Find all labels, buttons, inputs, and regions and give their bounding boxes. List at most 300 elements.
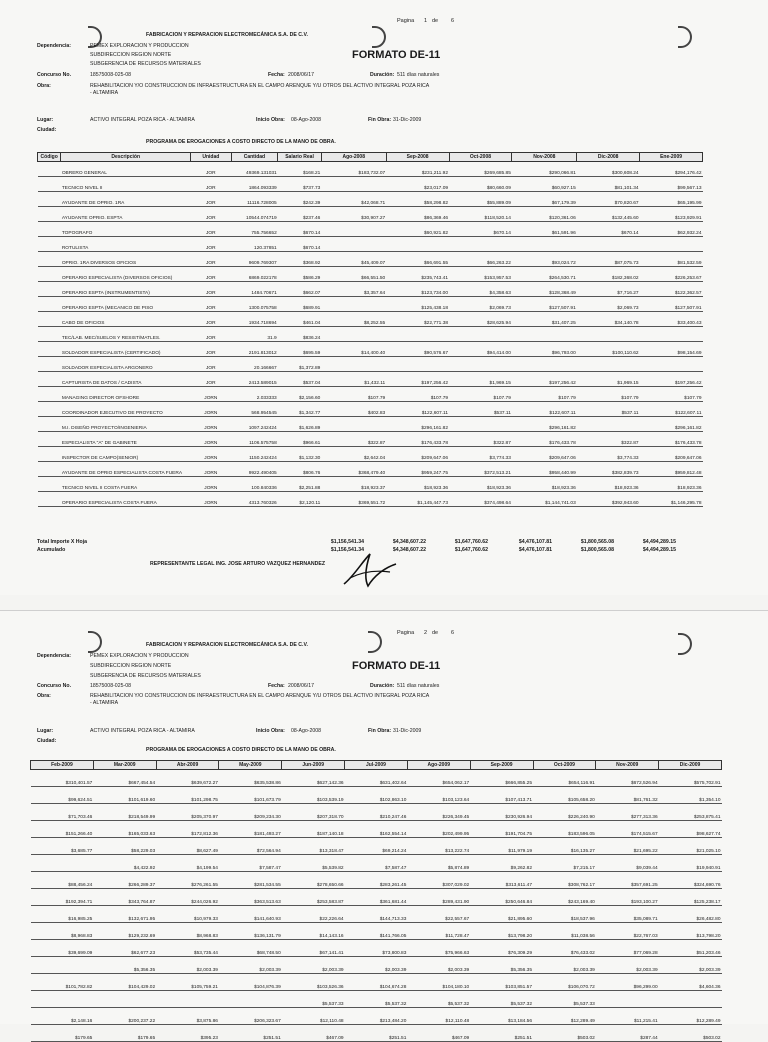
table-cell: 1934.718694 xyxy=(231,312,278,327)
table-cell: $586.29 xyxy=(278,267,322,282)
table-cell: $2,003.39 xyxy=(282,957,345,974)
column-header: Descripción xyxy=(61,153,191,162)
table-cell: $5,356.35 xyxy=(470,957,533,974)
table-cell: $235,743.41 xyxy=(386,267,449,282)
program-title: PROGRAMA DE EROGACIONES A COSTO DIRECTO DE LA MANO DE OBRA. xyxy=(146,747,336,753)
table-cell: $5,537.33 xyxy=(533,991,596,1008)
table-cell xyxy=(512,237,577,252)
table-cell: $2,642.04 xyxy=(321,447,386,462)
table-cell: $627,142.36 xyxy=(282,770,345,787)
table-cell: 1864.093339 xyxy=(231,177,278,192)
table-cell: $69,214.24 xyxy=(345,838,408,855)
table-cell: $296,161.82 xyxy=(386,417,449,432)
table-cell: $503.02 xyxy=(659,1025,722,1042)
table-cell: OPERARIO ESPTA (MECANICO DE PISO xyxy=(61,297,191,312)
table-cell xyxy=(38,432,61,447)
table-cell: $11,215.41 xyxy=(596,1008,659,1025)
table-cell xyxy=(449,357,512,372)
table-cell: $77,069.28 xyxy=(596,940,659,957)
table-row xyxy=(31,940,722,957)
table-cell: $35,089.71 xyxy=(596,906,659,923)
totals-value: $1,800,565.08 xyxy=(580,547,614,553)
table-cell: JOR xyxy=(191,237,232,252)
table-cell: JOR xyxy=(191,252,232,267)
fecha-value: 2008/06/17 xyxy=(288,72,314,78)
form-title: FORMATO DE-11 xyxy=(352,660,441,672)
column-header: Ene-2009 xyxy=(640,153,703,162)
table-cell xyxy=(321,327,386,342)
table-cell: $3,357.64 xyxy=(321,282,386,297)
table-cell: $251.51 xyxy=(345,1025,408,1042)
table-cell xyxy=(640,357,703,372)
table-cell: $81,532.59 xyxy=(640,252,703,267)
page-number: 1 xyxy=(424,18,428,24)
table-cell xyxy=(38,477,61,492)
table-cell: $357,691.25 xyxy=(596,872,659,889)
table-cell: $81,101.34 xyxy=(577,177,640,192)
table-cell: $308,762.17 xyxy=(533,872,596,889)
table-cell: $2,148.16 xyxy=(31,1008,94,1025)
table-row xyxy=(38,342,703,357)
table-cell: $300,608.24 xyxy=(577,162,640,177)
table-cell xyxy=(577,357,640,372)
table-cell xyxy=(38,192,61,207)
table-cell: $120,361.06 xyxy=(512,207,577,222)
table-row xyxy=(38,297,703,312)
totals-value: $1,800,565.08 xyxy=(580,539,614,545)
table-cell: CAPTURISTA DE DATOS / CADISTA xyxy=(61,372,191,387)
table-cell: JOR xyxy=(191,162,232,177)
table-cell: JOR xyxy=(191,357,232,372)
table-cell: OPERARIO ESPECIALISTA COSTA FUERA xyxy=(61,492,191,507)
table-cell: $2,003.39 xyxy=(345,957,408,974)
table-cell: $662.07 xyxy=(278,282,322,297)
table-cell: $9,039.44 xyxy=(596,855,659,872)
table-cell: $9,262.82 xyxy=(470,855,533,872)
table-cell: $125,438.18 xyxy=(386,297,449,312)
table-cell: $70,820.67 xyxy=(577,192,640,207)
table-cell: $107.79 xyxy=(577,387,640,402)
table-cell xyxy=(38,207,61,222)
dependencia-line: PEMEX EXPLORACION Y PRODUCCION xyxy=(90,653,189,659)
table-cell: $264,530.71 xyxy=(512,267,577,282)
totals-value: $1,156,541.34 xyxy=(330,539,364,545)
table-cell xyxy=(38,237,61,252)
table-cell: $695.59 xyxy=(278,342,322,357)
form-page-2 xyxy=(0,610,768,1041)
table-cell: $67,179.39 xyxy=(512,192,577,207)
table-cell: $8,968.83 xyxy=(31,923,94,940)
table-row xyxy=(38,447,703,462)
table-cell: $363,513.63 xyxy=(219,889,282,906)
fecha-label: Fecha: xyxy=(268,72,285,78)
table-cell: $537.11 xyxy=(449,402,512,417)
obra-label: Obra: xyxy=(37,693,51,699)
table-cell: $16,135.27 xyxy=(533,838,596,855)
table-cell: $368.92 xyxy=(278,252,322,267)
table-row xyxy=(38,222,703,237)
column-header: Sep-2008 xyxy=(386,153,449,162)
table-cell: $103,123.64 xyxy=(407,787,470,804)
legal-representative: REPRESENTANTE LEGAL ING. JOSE ARTURO VAZQUEZ HERNANDEZ xyxy=(150,561,326,567)
table-cell: INSPECTOR DE CAMPO(SENIOR) xyxy=(61,447,191,462)
table-cell: OPERARIO ESPECIALISTA (DIVERSOS OFICIOS) xyxy=(61,267,191,282)
table-cell: $98,627.74 xyxy=(659,821,722,838)
totals-value: $4,476,107.81 xyxy=(518,539,552,545)
table-cell: JOR xyxy=(191,372,232,387)
table-cell: $461.04 xyxy=(278,312,322,327)
dependencia-line: SUBGERENCIA DE RECURSOS MATERIALES xyxy=(90,673,201,679)
table-cell: $13,798.20 xyxy=(659,923,722,940)
table-cell: $4,422.92 xyxy=(93,855,156,872)
table-row xyxy=(38,327,703,342)
table-cell xyxy=(512,357,577,372)
table-cell xyxy=(38,372,61,387)
table-cell: $118,520.14 xyxy=(449,207,512,222)
table-cell: $374,498.64 xyxy=(449,492,512,507)
table-cell: ESPECIALISTA "A" DE GABINETE xyxy=(61,432,191,447)
dependencia-label: Dependencia: xyxy=(37,43,72,49)
table-cell: $670.14 xyxy=(577,222,640,237)
table-cell: $958,440.99 xyxy=(512,462,577,477)
table-cell xyxy=(38,252,61,267)
table-cell: JORN xyxy=(191,417,232,432)
obra-label: Obra: xyxy=(37,83,51,89)
table-row xyxy=(38,192,703,207)
table-cell: $53,735.44 xyxy=(156,940,219,957)
table-row xyxy=(31,1008,722,1025)
table-cell: TEC/LAB. MEC/SUELOS Y RESIST/MATLES. xyxy=(61,327,191,342)
fin-label: Fin Obra: xyxy=(368,728,392,734)
table-row xyxy=(38,462,703,477)
table-row xyxy=(38,237,703,252)
table-cell: $23,017.09 xyxy=(386,177,449,192)
table-cell: $737.73 xyxy=(278,177,322,192)
table-cell: $269,685.85 xyxy=(449,162,512,177)
dependencia-line: SUBDIRECCION REGION NORTE xyxy=(90,52,172,58)
table-cell: $8,252.55 xyxy=(321,312,386,327)
table-cell: $122,607.11 xyxy=(512,402,577,417)
duracion-value: 511 días naturales xyxy=(397,683,440,689)
table-cell xyxy=(321,417,386,432)
table-cell: $187,140.18 xyxy=(282,821,345,838)
table-cell: $253,875.41 xyxy=(659,804,722,821)
table-cell: $172,812.36 xyxy=(156,821,219,838)
table-row xyxy=(38,207,703,222)
table-cell: $218,549.99 xyxy=(93,804,156,821)
table-cell: $283,261.45 xyxy=(345,872,408,889)
table-cell xyxy=(38,357,61,372)
table-cell xyxy=(31,957,94,974)
table-cell: $1,145,447.73 xyxy=(386,492,449,507)
table-cell: 49369.131031 xyxy=(231,162,278,177)
table-cell: $75,966.63 xyxy=(407,940,470,957)
table-cell: 6869.022178 xyxy=(231,267,278,282)
table-cell: 568.954545 xyxy=(231,402,278,417)
column-header: Abr-2009 xyxy=(156,761,219,770)
table-cell: $39,699.09 xyxy=(31,940,94,957)
table-cell: $98,154.69 xyxy=(640,342,703,357)
table-cell: $141,640.93 xyxy=(219,906,282,923)
fin-value: 31-Dic-2009 xyxy=(393,117,422,123)
table-cell: $575,702.91 xyxy=(659,770,722,787)
totals-value: $1,647,760.62 xyxy=(454,547,488,553)
table-cell: $181,493.27 xyxy=(219,821,282,838)
table-cell: $99,624.51 xyxy=(31,787,94,804)
table-cell: $322.87 xyxy=(449,432,512,447)
table-cell xyxy=(577,417,640,432)
column-header: Oct-2008 xyxy=(449,153,512,162)
fin-label: Fin Obra: xyxy=(368,117,392,123)
table-cell: $14,143.16 xyxy=(282,923,345,940)
table-cell: $4,358.63 xyxy=(449,282,512,297)
table-cell: $5,874.89 xyxy=(407,855,470,872)
table-cell: $132,671.95 xyxy=(93,906,156,923)
table-cell: $96,793.00 xyxy=(512,342,577,357)
table-cell: $251.51 xyxy=(219,1025,282,1042)
table-cell: $22,771.38 xyxy=(386,312,449,327)
table-cell: $281,534.55 xyxy=(219,872,282,889)
table-cell: JORN xyxy=(191,432,232,447)
table-row xyxy=(31,821,722,838)
table-cell: $2,003.39 xyxy=(219,957,282,974)
column-header: May-2009 xyxy=(219,761,282,770)
table-cell: 120.37851 xyxy=(231,237,278,252)
page-label: Pagina xyxy=(397,18,415,24)
table-cell: $127,507.91 xyxy=(512,297,577,312)
table-cell: $1,432.11 xyxy=(321,372,386,387)
table-cell: $151,266.40 xyxy=(31,821,94,838)
table-cell: $182,368.02 xyxy=(577,267,640,282)
table-cell: $90,576.67 xyxy=(386,342,449,357)
table-cell: $21,025.10 xyxy=(659,838,722,855)
table-cell: $672,526.94 xyxy=(596,770,659,787)
program-title: PROGRAMA DE EROGACIONES A COSTO DIRECTO DE LA MANO DE OBRA. xyxy=(146,139,336,145)
table-cell: $42,068.71 xyxy=(321,192,386,207)
table-cell: $230,926.94 xyxy=(470,804,533,821)
table-cell: $14,400.40 xyxy=(321,342,386,357)
table-cell: $343,764.87 xyxy=(93,889,156,906)
table-cell: $278,650.66 xyxy=(282,872,345,889)
table-row xyxy=(38,372,703,387)
table-cell: $959,247.75 xyxy=(386,462,449,477)
table-cell: 2413.589015 xyxy=(231,372,278,387)
table-cell: $19,940.91 xyxy=(659,855,722,872)
page-total: 6 xyxy=(451,630,455,636)
column-header: Nov-2009 xyxy=(596,761,659,770)
table-cell: $666,855.25 xyxy=(470,770,533,787)
table-cell: $3,685.77 xyxy=(31,838,94,855)
labor-cost-table-continued xyxy=(30,760,722,1042)
totals-value: $1,647,760.62 xyxy=(454,539,488,545)
table-cell: $103,539.19 xyxy=(282,787,345,804)
table-cell: $226,349.45 xyxy=(407,804,470,821)
table-cell: $179.65 xyxy=(93,1025,156,1042)
table-row xyxy=(31,838,722,855)
lugar-label: Lugar: xyxy=(37,728,54,734)
table-cell: $206,323.67 xyxy=(219,1008,282,1025)
table-cell: $122,607.11 xyxy=(640,402,703,417)
obra-line: - ALTAMIRA xyxy=(90,700,119,706)
table-cell: $93,024.72 xyxy=(512,252,577,267)
table-cell: $106,070.72 xyxy=(533,974,596,991)
column-header: Ago-2009 xyxy=(407,761,470,770)
column-header: Jun-2009 xyxy=(282,761,345,770)
table-cell: $689.91 xyxy=(278,297,322,312)
table-cell xyxy=(38,177,61,192)
table-cell: $65,195.99 xyxy=(640,192,703,207)
table-cell: $73,800.83 xyxy=(345,940,408,957)
ciudad-label: Ciudad: xyxy=(37,127,57,133)
table-cell: $1,626.89 xyxy=(278,417,322,432)
table-row xyxy=(31,974,722,991)
table-cell: $162,554.14 xyxy=(345,821,408,838)
table-cell: $153,957.53 xyxy=(449,267,512,282)
table-cell: $51,203.46 xyxy=(659,940,722,957)
table-cell: $183,732.07 xyxy=(321,162,386,177)
table-cell: $11,038.56 xyxy=(533,923,596,940)
table-cell xyxy=(38,327,61,342)
table-cell: $81,761.32 xyxy=(596,787,659,804)
table-cell: $18,923.36 xyxy=(449,477,512,492)
table-cell: SOLDADOR ESPECIALISTA (CERTIFICADO) xyxy=(61,342,191,357)
table-row xyxy=(31,889,722,906)
table-cell: $209,647.06 xyxy=(512,447,577,462)
table-cell: $369,551.72 xyxy=(321,492,386,507)
table-cell: $197,256.42 xyxy=(512,372,577,387)
table-cell: $122,362.57 xyxy=(640,282,703,297)
table-cell: $86,369.46 xyxy=(386,207,449,222)
table-cell xyxy=(321,357,386,372)
table-cell: $176,433.78 xyxy=(512,432,577,447)
table-cell: $107.79 xyxy=(512,387,577,402)
page-total: 6 xyxy=(451,18,455,24)
table-cell: $5,356.35 xyxy=(93,957,156,974)
dependencia-line: SUBGERENCIA DE RECURSOS MATERIALES xyxy=(90,61,201,67)
table-cell: $26,482.80 xyxy=(659,906,722,923)
table-cell xyxy=(321,222,386,237)
table-cell: $2,069.73 xyxy=(577,297,640,312)
fin-value: 31-Dic-2009 xyxy=(393,728,422,734)
table-cell: $209,647.06 xyxy=(640,447,703,462)
table-row xyxy=(38,267,703,282)
table-cell: $107,413.71 xyxy=(470,787,533,804)
table-cell: $1,144,741.03 xyxy=(512,492,577,507)
table-cell: JOR xyxy=(191,192,232,207)
table-cell: $128,368.49 xyxy=(512,282,577,297)
duracion-label: Duración: xyxy=(370,72,395,78)
page-label: Pagina xyxy=(397,630,415,636)
table-cell: JOR xyxy=(191,177,232,192)
table-cell: $5,537.32 xyxy=(345,991,408,1008)
lugar-value: ACTIVO INTEGRAL POZA RICA - ALTAMIRA xyxy=(90,728,195,734)
table-cell: $467.09 xyxy=(407,1025,470,1042)
table-cell: $88,456.24 xyxy=(31,872,94,889)
table-cell: $395.23 xyxy=(156,1025,219,1042)
page-number: 2 xyxy=(424,630,428,636)
table-cell: $45,409.07 xyxy=(321,252,386,267)
table-cell: JORN xyxy=(191,387,232,402)
table-cell xyxy=(219,991,282,1008)
column-header: Salario Real xyxy=(278,153,322,162)
table-cell: $174,515.67 xyxy=(596,821,659,838)
table-cell: $13,184.56 xyxy=(470,1008,533,1025)
table-cell: $18,923.37 xyxy=(321,477,386,492)
table-cell: $1,969.15 xyxy=(577,372,640,387)
column-header: Dic-2009 xyxy=(659,761,722,770)
table-cell: $76,309.29 xyxy=(470,940,533,957)
table-cell: SOLDADOR ESPECIALISTA ARGONERO xyxy=(61,357,191,372)
table-cell: 1150.242424 xyxy=(231,447,278,462)
table-cell: $237.46 xyxy=(278,207,322,222)
table-cell: $60,921.82 xyxy=(386,222,449,237)
table-cell: $101,619.60 xyxy=(93,787,156,804)
table-row xyxy=(38,417,703,432)
table-row xyxy=(38,387,703,402)
table-cell: $4,199.54 xyxy=(156,855,219,872)
table-cell xyxy=(321,297,386,312)
table-cell: $2,003.39 xyxy=(596,957,659,974)
table-cell: $104,180.10 xyxy=(407,974,470,991)
table-cell: $12,289.49 xyxy=(533,1008,596,1025)
table-cell: $103,851.57 xyxy=(470,974,533,991)
table-cell: $1,146,295.78 xyxy=(640,492,703,507)
table-cell: $654,062.17 xyxy=(407,770,470,787)
table-cell xyxy=(386,357,449,372)
table-cell: $58,229.03 xyxy=(93,838,156,855)
lugar-value: ACTIVO INTEGRAL POZA RICA - ALTAMIRA xyxy=(90,117,195,123)
table-row xyxy=(31,770,722,787)
table-cell: OPERARIO ESPTA (INSTRUMENTISTA) xyxy=(61,282,191,297)
table-cell: $104,876.39 xyxy=(219,974,282,991)
table-cell: $7,716.27 xyxy=(577,282,640,297)
table-cell: $276,261.55 xyxy=(156,872,219,889)
table-cell: 4313.760326 xyxy=(231,492,278,507)
table-cell: JOR xyxy=(191,327,232,342)
table-cell: $18,923.36 xyxy=(577,477,640,492)
table-cell xyxy=(659,991,722,1008)
table-cell: $3,774.33 xyxy=(577,447,640,462)
obra-line: REHABILITACION Y/O CONSTRUCCION DE INFRAESTRUCTURA EN EL CAMPO ARENQUE Y/U OTROS DEL ACTIVO INTEGRAL POZA RICA xyxy=(90,693,430,699)
table-cell: COORDINADOR EJECUTIVO DE PROYECTO xyxy=(61,402,191,417)
table-cell: $66,691.55 xyxy=(386,252,449,267)
table-cell: $205,370.97 xyxy=(156,804,219,821)
table-cell: CABO DE OFICIOS xyxy=(61,312,191,327)
form-title: FORMATO DE-11 xyxy=(352,49,441,61)
table-cell: $200,237.22 xyxy=(93,1008,156,1025)
table-cell: OBRERO GENERAL xyxy=(61,162,191,177)
table-row xyxy=(38,357,703,372)
totals-value: $1,156,541.34 xyxy=(330,547,364,553)
table-cell: $210,247.46 xyxy=(345,804,408,821)
table-row xyxy=(38,432,703,447)
table-cell xyxy=(38,342,61,357)
table-cell: $10,979.33 xyxy=(156,906,219,923)
page-of: de xyxy=(432,630,439,636)
table-cell: JORN xyxy=(191,462,232,477)
table-cell: $392,943.60 xyxy=(577,492,640,507)
binder-hole-icon xyxy=(678,633,692,655)
table-cell: $18,923.36 xyxy=(512,477,577,492)
column-header: Nov-2008 xyxy=(512,153,577,162)
table-cell: $307,029.02 xyxy=(407,872,470,889)
table-cell: $806.76 xyxy=(278,462,322,477)
inicio-value: 08-Ago-2008 xyxy=(291,117,321,123)
table-cell: $105,658.20 xyxy=(533,787,596,804)
table-row xyxy=(31,855,722,872)
totals-value: $4,348,607.22 xyxy=(392,539,426,545)
table-row xyxy=(38,477,703,492)
